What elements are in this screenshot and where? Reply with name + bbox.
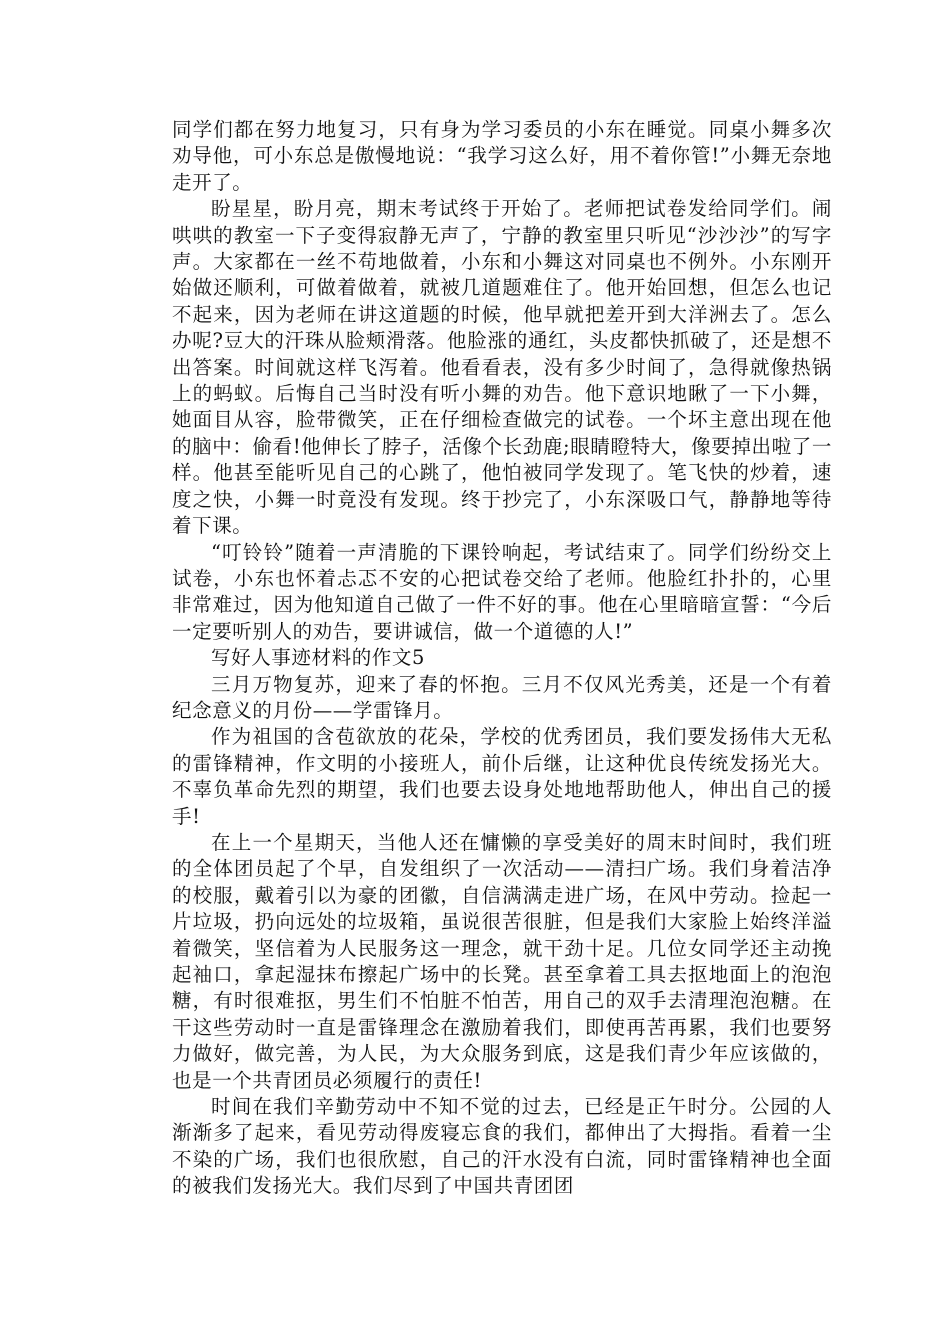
paragraph-1: 同学们都在努力地复习，只有身为学习委员的小东在睡觉。同桌小舞多次劝导他，可小东总是傲慢地说：“我学习这么好，用不着你管!”小舞无奈地走开了。 <box>172 118 832 194</box>
paragraph-6: 在上一个星期天，当他人还在慵懒的享受美好的周末时间时，我们班的全体团员起了个早，自发组织了一次活动——清扫广场。我们身着洁净的校服，戴着引以为豪的团徽，自信满满走进广场，在风中劳动。捡起一片垃圾，扔向远处的垃圾箱，虽说很苦很脏，但是我们大家脸上始终洋溢着微笑，坚信着为人民服务这一理念，就干劲十足。几位女同学还主动挽起袖口，拿起湿抹布擦起广场中的长凳。甚至拿着工具去抠地面上的泡泡糖，有时很难抠，男生们不怕脏不怕苦，用自己的双手去清理泡泡糖。在干这些劳动时一直是雷锋理念在激励着我们，即使再苦再累，我们也要努力做好，做完善，为人民，为大众服务到底，这是我们青少年应该做的，也是一个共青团员必须履行的责任! <box>172 830 832 1092</box>
section-heading: 写好人事迹材料的作文5 <box>211 646 426 670</box>
paragraph-3: “叮铃铃”随着一声清脆的下课铃响起，考试结束了。同学们纷纷交上试卷，小东也怀着忐忑不安的心把试卷交给了老师。他脸红扑扑的，心里非常难过，因为他知道自己做了一件不好的事。他在心里暗暗宣誓：“今后一定要听别人的劝告，要讲诚信，做一个道德的人!” <box>172 540 832 643</box>
paragraph-5: 作为祖国的含苞欲放的花朵，学校的优秀团员，我们要发扬伟大无私的雷锋精神，作文明的小接班人，前仆后继，让这种优良传统发扬光大。不辜负革命先烈的期望，我们也要去设身处地地帮助他人，伸出自己的援手! <box>172 725 832 828</box>
paragraph-2: 盼星星，盼月亮，期末考试终于开始了。老师把试卷发给同学们。闹哄哄的教室一下子变得寂静无声了，宁静的教室里只听见“沙沙沙”的写字声。大家都在一丝不苟地做着，小东和小舞这对同桌也不例外。小东刚开始做还顺利，可做着做着，就被几道题难住了。他开始回想，但怎么也记不起来，因为老师在讲这道题的时候，他早就把差开到大洋洲去了。怎么办呢?豆大的汗珠从脸颊滑落。他脸涨的通红，头皮都快抓破了，还是想不出答案。时间就这样飞泻着。他看看表，没有多少时间了，急得就像热锅上的蚂蚁。后悔自己当时没有听小舞的劝告。他下意识地瞅了一下小舞，她面目从容，脸带微笑，正在仔细检查做完的试卷。一个坏主意出现在他的脑中：偷看!他伸长了脖子，活像个长劲鹿;眼睛瞪特大，像要掉出啦了一样。他甚至能听见自己的心跳了，他怕被同学发现了。笔飞快的炒着，速度之快，小舞一时竟没有发现。终于抄完了，小东深吸口气，静静地等待着下课。 <box>172 197 832 538</box>
paragraph-4: 三月万物复苏，迎来了春的怀抱。三月不仅风光秀美，还是一个有着纪念意义的月份——学雷锋月。 <box>172 672 832 722</box>
paragraph-7: 时间在我们辛勤劳动中不知不觉的过去，已经是正午时分。公园的人渐渐多了起来，看见劳动得废寝忘食的我们，都伸出了大拇指。看着一尘不染的广场，我们也很欣慰，自己的汗水没有白流，同时雷锋精神也全面的被我们发扬光大。我们尽到了中国共青团团 <box>172 1095 832 1198</box>
document-body <box>172 117 832 1200</box>
